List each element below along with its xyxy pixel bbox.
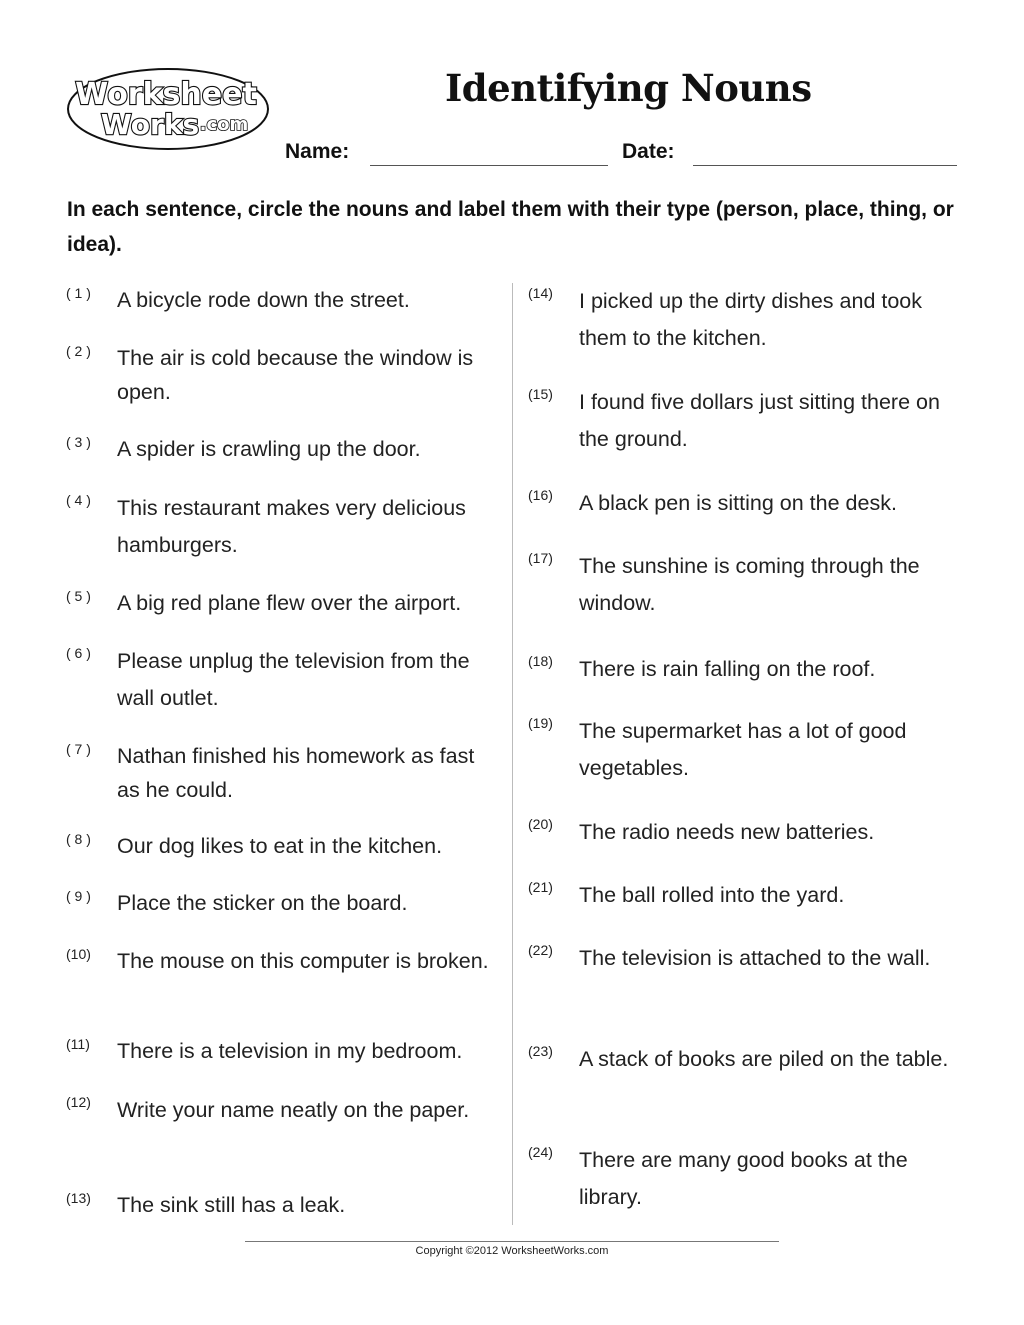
- question-sentence: Write your name neatly on the paper.: [117, 1098, 470, 1122]
- question-sentence: A stack of books are piled on the table.: [579, 1047, 949, 1071]
- question-sentence: The sunshine is coming through the window.: [579, 554, 920, 615]
- question-sentence: Place the sticker on the board.: [117, 891, 408, 915]
- question-number: ( 7 ): [66, 741, 91, 757]
- question-number: (14): [528, 285, 553, 301]
- question-number: ( 3 ): [66, 434, 91, 450]
- question-sentence: The air is cold because the window is open.: [117, 346, 474, 404]
- question-number: (17): [528, 550, 553, 566]
- question-number: (24): [528, 1144, 553, 1160]
- question-number: (22): [528, 942, 553, 958]
- question-number: (16): [528, 487, 553, 503]
- name-write-line: [370, 165, 608, 166]
- logo-suffix: .com: [199, 114, 249, 135]
- question-number: ( 4 ): [66, 492, 91, 508]
- question-number: (13): [66, 1190, 91, 1206]
- question-sentence: A black pen is sitting on the desk.: [579, 491, 897, 515]
- question-number: ( 9 ): [66, 888, 91, 904]
- page-title: Identifying Nouns: [445, 66, 812, 110]
- question-sentence: Our dog likes to eat in the kitchen.: [117, 834, 443, 858]
- date-write-line: [693, 165, 957, 166]
- question-number: (20): [528, 816, 553, 832]
- question-number: (12): [66, 1094, 91, 1110]
- logo-line2: Works: [100, 108, 200, 141]
- question-sentence: The mouse on this computer is broken.: [117, 949, 489, 973]
- question-number: (10): [66, 946, 91, 962]
- question-sentence: Nathan finished his homework as fast as he could.: [117, 744, 475, 802]
- question-number: (21): [528, 879, 553, 895]
- question-sentence: The supermarket has a lot of good vegetables.: [579, 719, 907, 780]
- date-label: Date:: [622, 140, 675, 163]
- question-number: (11): [66, 1036, 90, 1052]
- question-number: (18): [528, 653, 553, 669]
- question-number: ( 6 ): [66, 645, 91, 661]
- question-number: ( 5 ): [66, 588, 91, 604]
- question-sentence: A spider is crawling up the door.: [117, 437, 421, 461]
- question-number: ( 8 ): [66, 831, 91, 847]
- question-sentence: The ball rolled into the yard.: [579, 883, 845, 907]
- column-divider: [512, 283, 513, 1225]
- worksheetworks-logo: [66, 66, 270, 152]
- question-sentence: There is rain falling on the roof.: [579, 657, 876, 681]
- footer-divider: [245, 1241, 779, 1242]
- question-sentence: I picked up the dirty dishes and took them to the kitchen.: [579, 289, 923, 350]
- copyright: Copyright ©2012 WorksheetWorks.com: [415, 1245, 609, 1257]
- logo-line1: Worksheet: [75, 77, 257, 112]
- instructions: In each sentence, circle the nouns and label them with their type (person, place, thing, or idea).: [67, 198, 954, 256]
- question-sentence: The sink still has a leak.: [117, 1193, 346, 1217]
- question-sentence: I found five dollars just sitting there on the ground.: [579, 390, 940, 451]
- question-sentence: The radio needs new batteries.: [579, 820, 875, 844]
- question-sentence: The television is attached to the wall.: [579, 946, 931, 970]
- question-sentence: There is a television in my bedroom.: [117, 1039, 463, 1063]
- question-sentence: A big red plane flew over the airport.: [117, 591, 462, 615]
- question-sentence: This restaurant makes very delicious hamburgers.: [117, 496, 466, 557]
- question-sentence: There are many good books at the library.: [579, 1148, 908, 1209]
- question-number: ( 2 ): [66, 343, 91, 359]
- question-sentence: A bicycle rode down the street.: [117, 288, 410, 312]
- name-label: Name:: [285, 140, 350, 163]
- question-number: ( 1 ): [66, 285, 91, 301]
- question-number: (15): [528, 386, 553, 402]
- question-number: (19): [528, 715, 553, 731]
- question-number: (23): [528, 1043, 553, 1059]
- question-sentence: Please unplug the television from the wall outlet.: [117, 649, 470, 710]
